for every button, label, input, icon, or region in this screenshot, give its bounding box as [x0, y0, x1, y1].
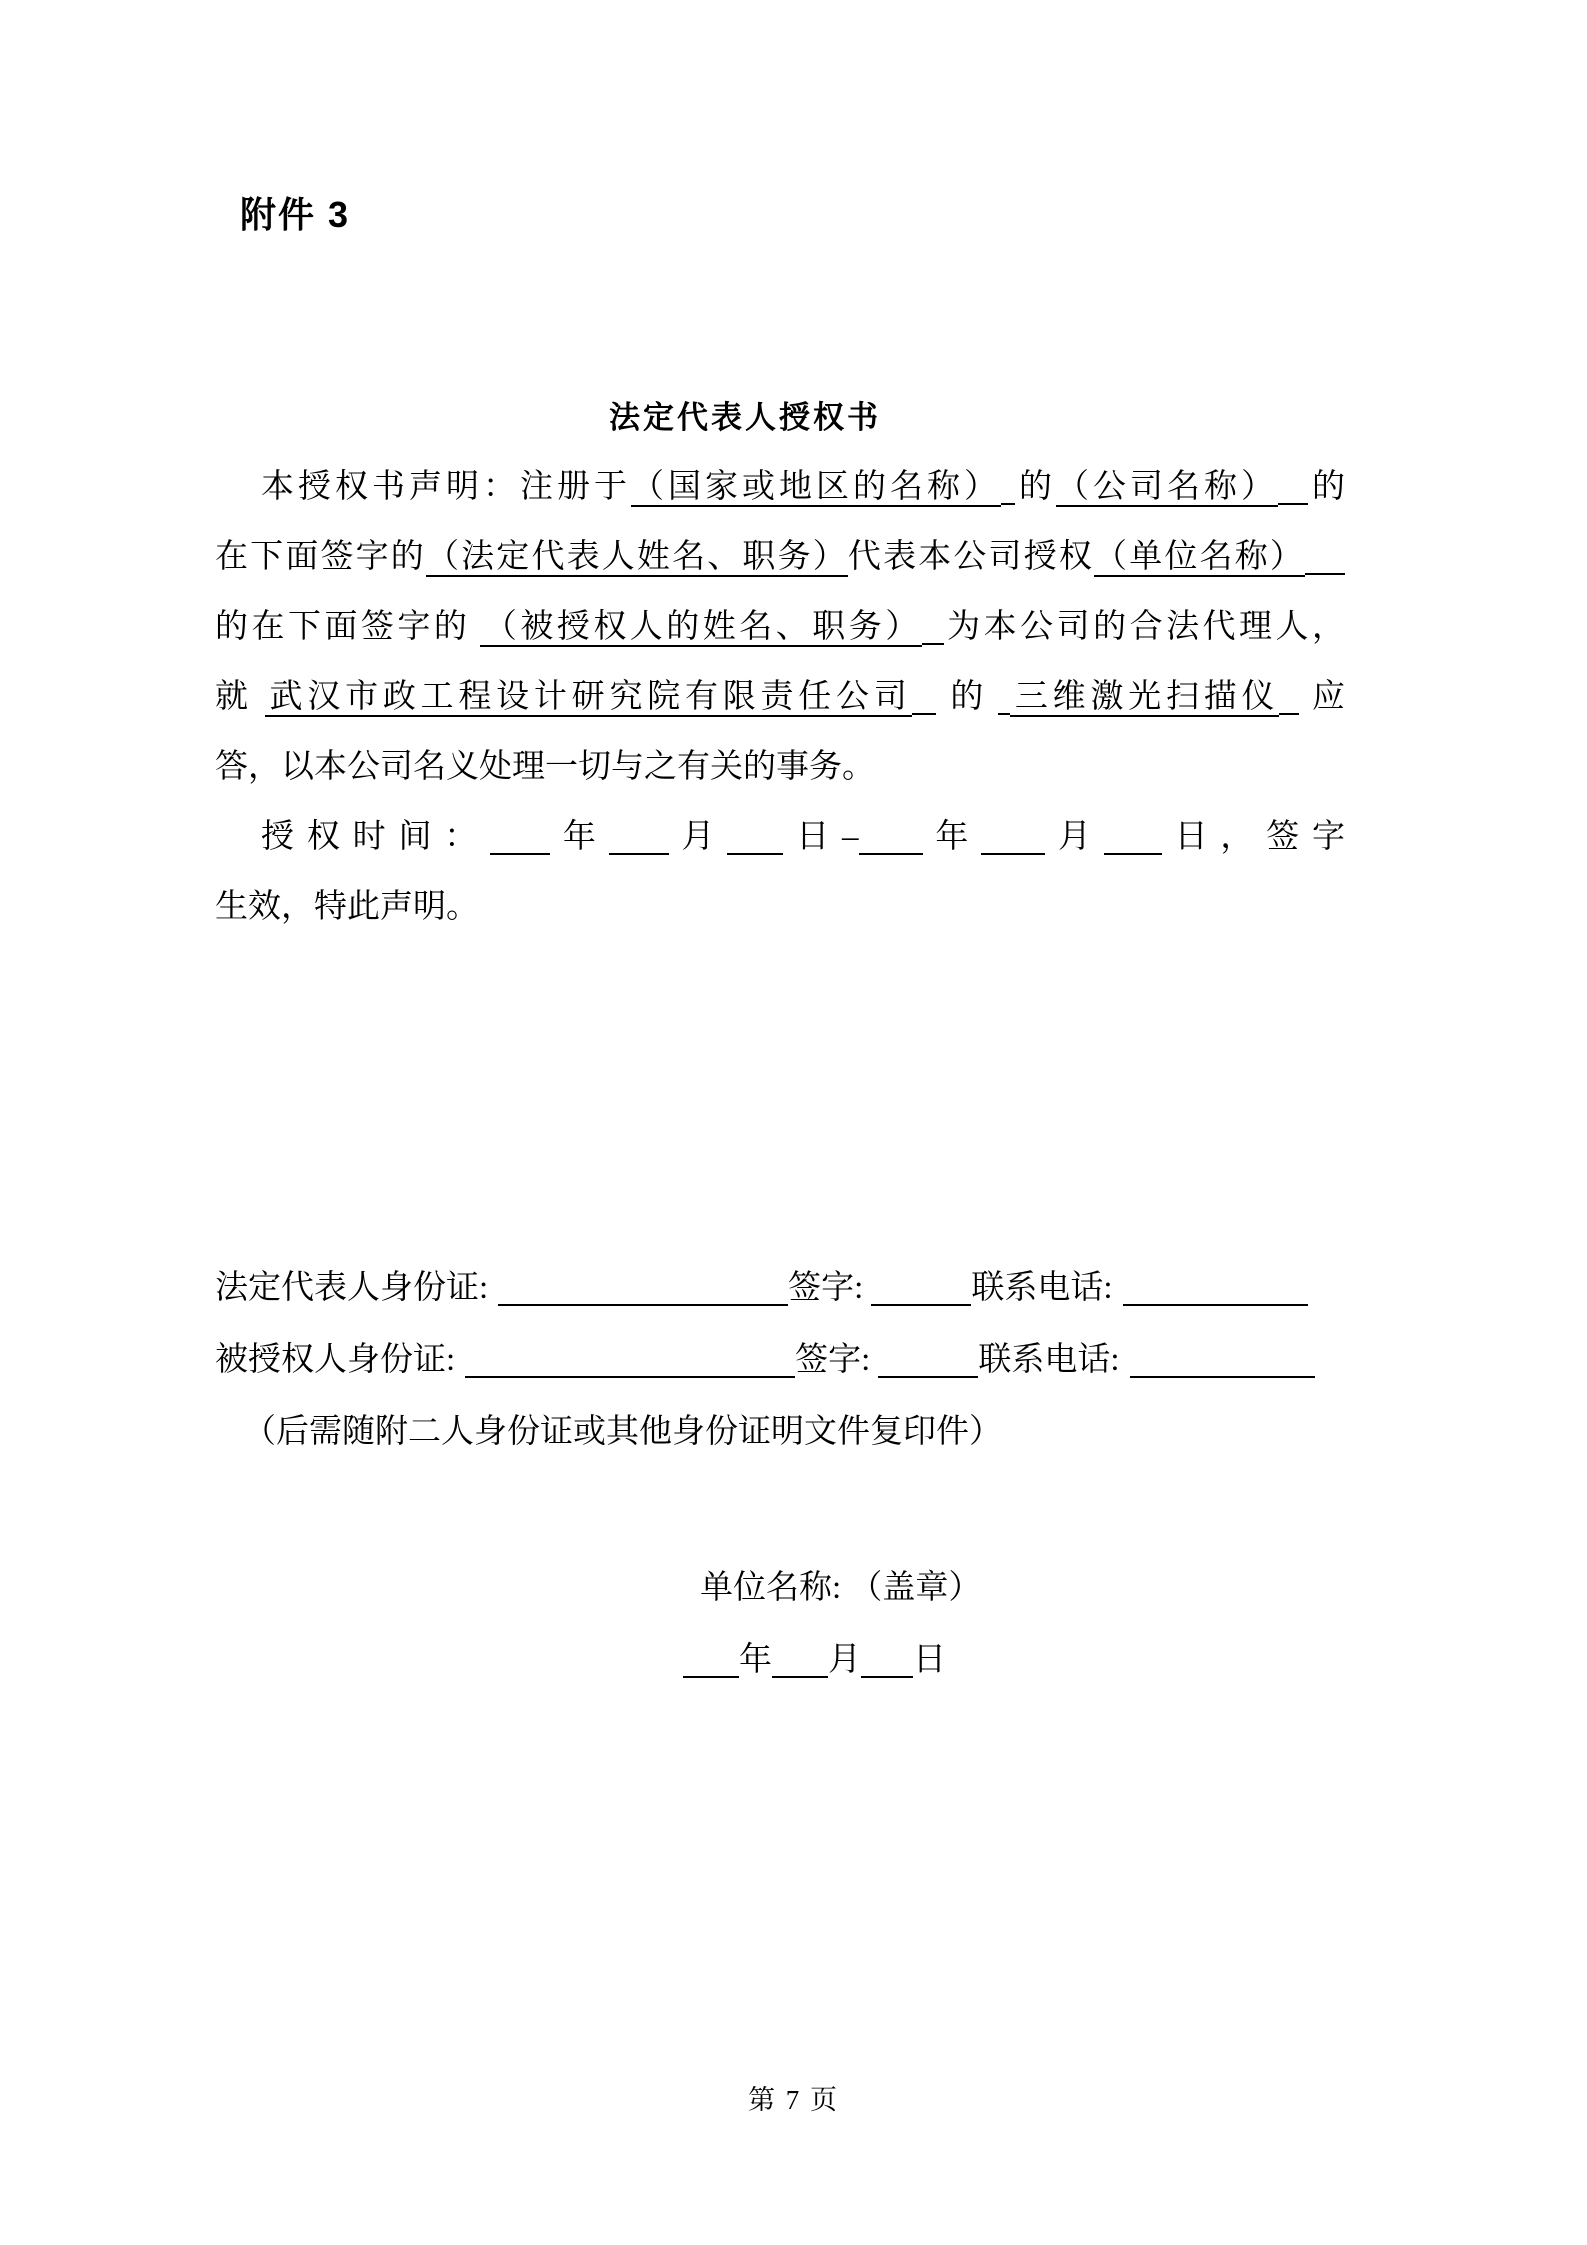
- text-run: 的在下面签字的: [215, 609, 471, 645]
- body-line-1: [215, 452, 1345, 522]
- blank-field: [988, 682, 998, 715]
- text-run: 三维激光扫描仪: [1010, 679, 1280, 715]
- text-run: 生效，特此声明。: [215, 889, 479, 925]
- seal-section: [215, 1552, 1345, 1696]
- blank-field: [490, 820, 550, 855]
- blank-field: [1001, 470, 1015, 505]
- text-run: 月: [828, 1642, 861, 1678]
- text-run: 年: [739, 1642, 772, 1678]
- blank-field: [912, 680, 936, 715]
- signature-section: [215, 1252, 1345, 1468]
- blank-field: [1305, 540, 1345, 575]
- text-run: 代表本公司授权: [847, 539, 1095, 575]
- blank-field: [683, 1643, 739, 1678]
- blank-field: [1278, 470, 1308, 505]
- body-line-3: [215, 592, 1345, 662]
- unit-name-seal-line: 单位名称: （盖章）: [700, 1570, 982, 1606]
- text-run: （公司名称）: [1056, 469, 1278, 505]
- blank-field: [465, 1343, 795, 1378]
- text-run: 本授权书声明：注册于: [261, 469, 631, 505]
- blank-field: [488, 1273, 498, 1306]
- blank-field: [609, 820, 669, 855]
- text-run: –: [842, 819, 859, 855]
- body-line-4: [215, 662, 1345, 732]
- text-run: 年: [550, 819, 609, 855]
- text-run: 年: [922, 819, 982, 855]
- text-run: 签字:: [788, 1270, 864, 1306]
- blank-field: [1120, 1345, 1130, 1378]
- text-run: 应: [1307, 679, 1346, 715]
- blank-field: [861, 1643, 913, 1678]
- text-run: （法定代表人姓名、职务）: [425, 539, 848, 575]
- blank-field: [863, 1273, 871, 1306]
- blank-field: [981, 820, 1045, 855]
- blank-field: [1113, 1273, 1123, 1306]
- body-line-2: [215, 522, 1345, 592]
- blank-field: [1130, 1343, 1315, 1378]
- text-run: 武汉市政工程设计研究院有限责任公司: [264, 679, 912, 715]
- blank-field: [498, 1271, 788, 1306]
- text-run: 就: [215, 679, 253, 715]
- text-run: 授权时间：: [261, 819, 491, 855]
- text-run: 被授权人身份证:: [215, 1342, 456, 1378]
- blank-field: [455, 1345, 465, 1378]
- text-run: （单位名称）: [1094, 539, 1306, 575]
- text-run: 联系电话:: [971, 1270, 1113, 1306]
- text-run: 月: [1045, 819, 1104, 855]
- blank-field: [870, 1345, 878, 1378]
- blank-field: [871, 1271, 971, 1306]
- blank-field: [727, 820, 783, 855]
- authorized-person-id-line: [215, 1324, 1345, 1396]
- seal-date-line: [683, 1624, 1345, 1696]
- blank-field: [1279, 680, 1299, 715]
- text-run: 月: [668, 819, 728, 855]
- text-run: 在下面签字的: [215, 539, 426, 575]
- text-run: 答，以本公司名义处理一切与之有关的事务。: [215, 749, 875, 785]
- body-paragraphs: [215, 452, 1345, 942]
- text-run: 联系电话:: [978, 1342, 1120, 1378]
- attachment-note: （后需随附二人身份证或其他身份证明文件复印件）: [243, 1414, 1002, 1450]
- blank-field: [253, 682, 265, 715]
- text-run: （国家或地区的名称）: [631, 469, 1001, 505]
- blank-field: [998, 680, 1010, 715]
- blank-field: [470, 612, 480, 645]
- text-run: 日: [913, 1642, 946, 1678]
- blank-field: [1123, 1271, 1308, 1306]
- blank-field: [772, 1643, 828, 1678]
- blank-field: [936, 682, 946, 715]
- legal-rep-id-line: [215, 1252, 1345, 1324]
- document-title: 法定代表人授权书: [609, 400, 881, 435]
- text-run: 日，签字: [1161, 819, 1346, 855]
- text-run: 日: [783, 819, 843, 855]
- text-run: 的: [1015, 469, 1056, 505]
- page-number: 第 7 页: [748, 2085, 839, 2115]
- body-line-7: [215, 872, 1345, 942]
- blank-field: [859, 820, 923, 855]
- blank-field: [922, 610, 944, 645]
- body-line-6-authorization-period: [215, 802, 1345, 872]
- blank-field: [1104, 820, 1162, 855]
- text-run: 签字:: [795, 1342, 871, 1378]
- blank-field: [878, 1343, 978, 1378]
- text-run: （被授权人的姓名、职务）: [480, 609, 922, 645]
- text-run: 法定代表人身份证:: [215, 1270, 489, 1306]
- text-run: 的: [1308, 469, 1345, 505]
- attachment-label: 附件 3: [240, 194, 351, 235]
- text-run: 的: [945, 679, 989, 715]
- text-run: 为本公司的合法代理人，: [943, 609, 1346, 645]
- body-line-5: [215, 732, 1345, 802]
